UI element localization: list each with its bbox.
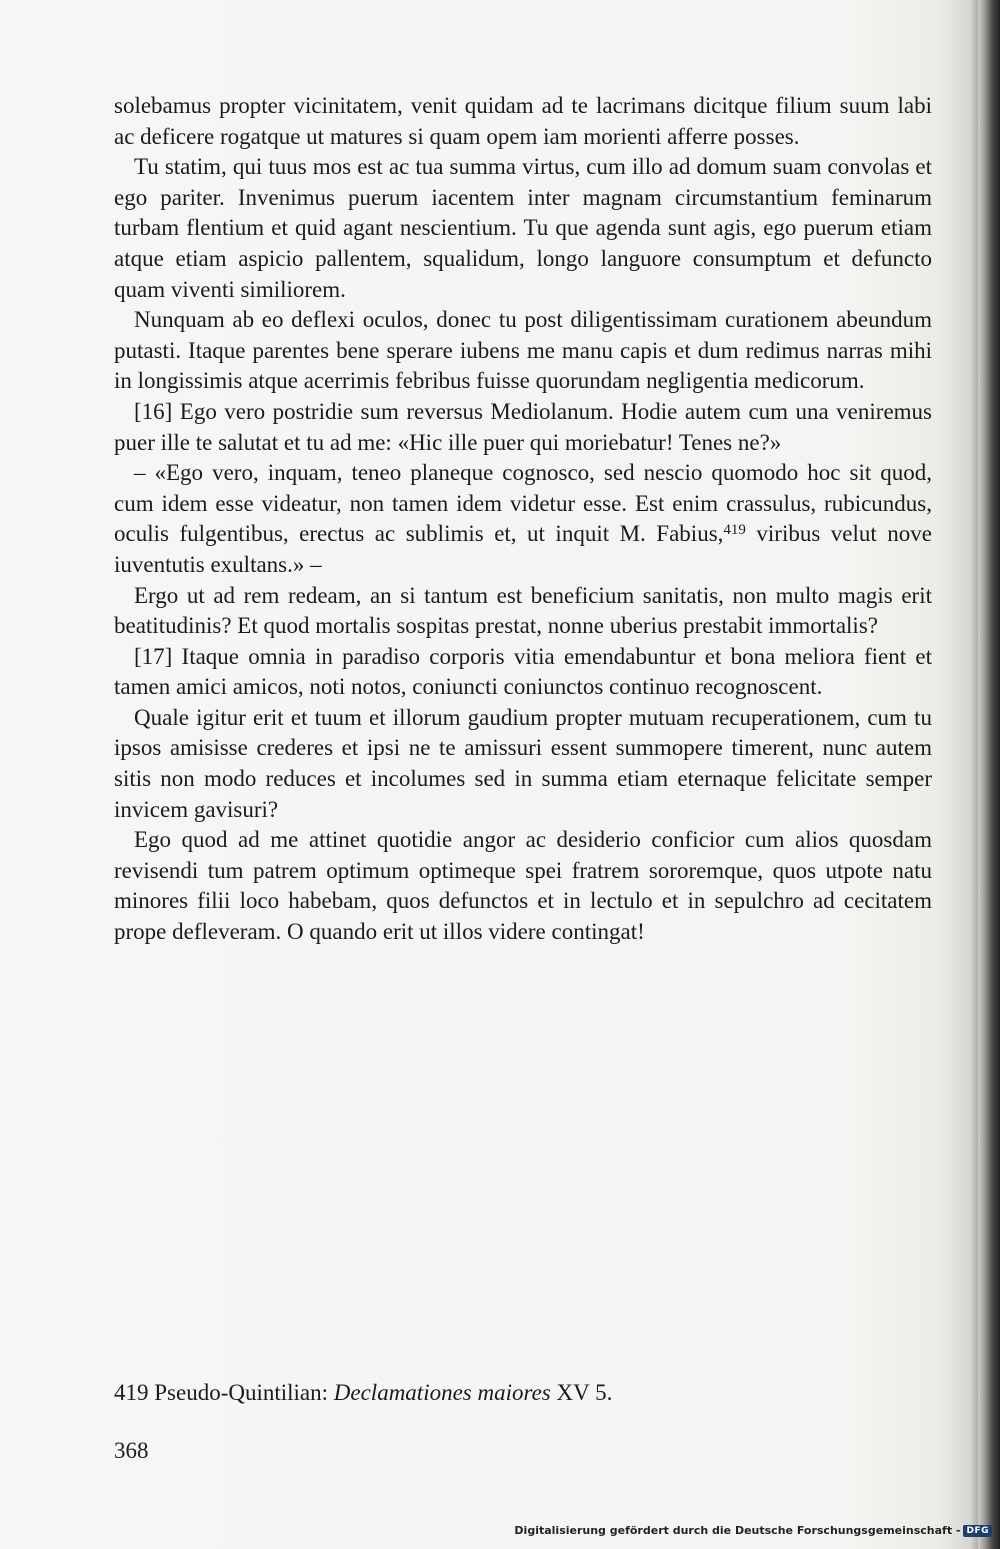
paragraph-5-text-b: viribus velut nove iuventutis exultans.» – bbox=[114, 521, 932, 577]
funding-note: Digitalisierung gefördert durch die Deutsche Forschungsgemeinschaft - bbox=[514, 1524, 961, 1537]
funding-credit bbox=[514, 1524, 992, 1537]
paragraph-8: Quale igitur erit et tuum et illorum gaudium propter mutuam recuperationem, cum tu ipsos amisisse crederes et ipsi ne te amissuri essent summopere timerent, nunc autem sitis non modo reduces et incolumes sed in summa etiam eternaque felicitate semper invicem gavisuri? bbox=[114, 704, 932, 822]
book-spine-shadow bbox=[978, 0, 1000, 1549]
footnote bbox=[114, 1378, 932, 1408]
footnote-title: Declamationes maiores bbox=[333, 1380, 551, 1405]
main-text bbox=[114, 91, 932, 948]
footnote-number: 419 bbox=[114, 1380, 149, 1405]
paragraph-7: [17] Itaque omnia in paradiso corporis vitia emendabuntur et bona meliora fient et tamen amici amicos, noti notos, coniuncti coniunctos continuo recognoscent. bbox=[114, 643, 932, 700]
paragraph-9: Ego quod ad me attinet quotidie angor ac desiderio conficior cum alios quosdam revisendi tum patrem optimum optimeque spei fratrem sororemque, quos utpote natu minores filii loco habebam, quos defunctos et in lectulo et in sepulchro ad cecitatem prope defleveram. O quando erit ut illos videre contingat! bbox=[114, 827, 932, 945]
paragraph-4: [16] Ego vero postridie sum reversus Mediolanum. Hodie autem cum una veniremus puer ille te salutat et tu ad me: «Hic ille puer qui moriebatur! Tenes ne?» bbox=[114, 398, 932, 455]
page-number: 368 bbox=[114, 1438, 149, 1463]
paragraph-1: solebamus propter vicinitatem, venit quidam ad te lacrimans dicitque filium suum labi ac deficere rogatque ut matures si quam opem iam morienti afferre posses. bbox=[114, 93, 932, 149]
paragraph-2: Tu statim, qui tuus mos est ac tua summa virtus, cum illo ad domum suam convolas et ego pariter. Invenimus puerum iacentem inter magnam circumstantium feminarum turbam flentium et quid agant nescientium. Tu que agenda sunt agis, ego puerum etiam atque etiam aspicio pallentem, squalidum, longo languore consumptum et defuncto quam viventi similiorem. bbox=[114, 154, 932, 302]
paragraph-5 bbox=[114, 458, 932, 580]
footnote-ref: XV 5. bbox=[550, 1380, 613, 1405]
dfg-logo-icon: DFG bbox=[963, 1525, 992, 1537]
paragraph-5-text-a: – «Ego vero, inquam, teneo planeque cognosco, sed nescio quomodo hoc sit quod, cum idem esse videatur, non tamen idem videtur esse. Est enim crassulus, rubicundus, oculis fulgentibus, erectus ac sublimis et, ut inquit M. Fabius, bbox=[114, 460, 932, 547]
paragraph-3: Nunquam ab eo deflexi oculos, donec tu post diligentissimam curationem abeundum putasti. Itaque parentes bene sperare iubens me manu capis et dum redimus narras mihi in longissimis atque acerrimis febribus fuisse quorundam negligentia medicorum. bbox=[114, 307, 932, 394]
footnote-author: Pseudo-Quintilian: bbox=[148, 1380, 334, 1405]
footnote-reference[interactable]: 419 bbox=[723, 522, 746, 539]
paragraph-6: Ergo ut ad rem redeam, an si tantum est beneficium sanitatis, non multo magis erit beatitudinis? Et quod mortalis sospitas prestat, nonne uberius prestabit immortalis? bbox=[114, 582, 932, 639]
